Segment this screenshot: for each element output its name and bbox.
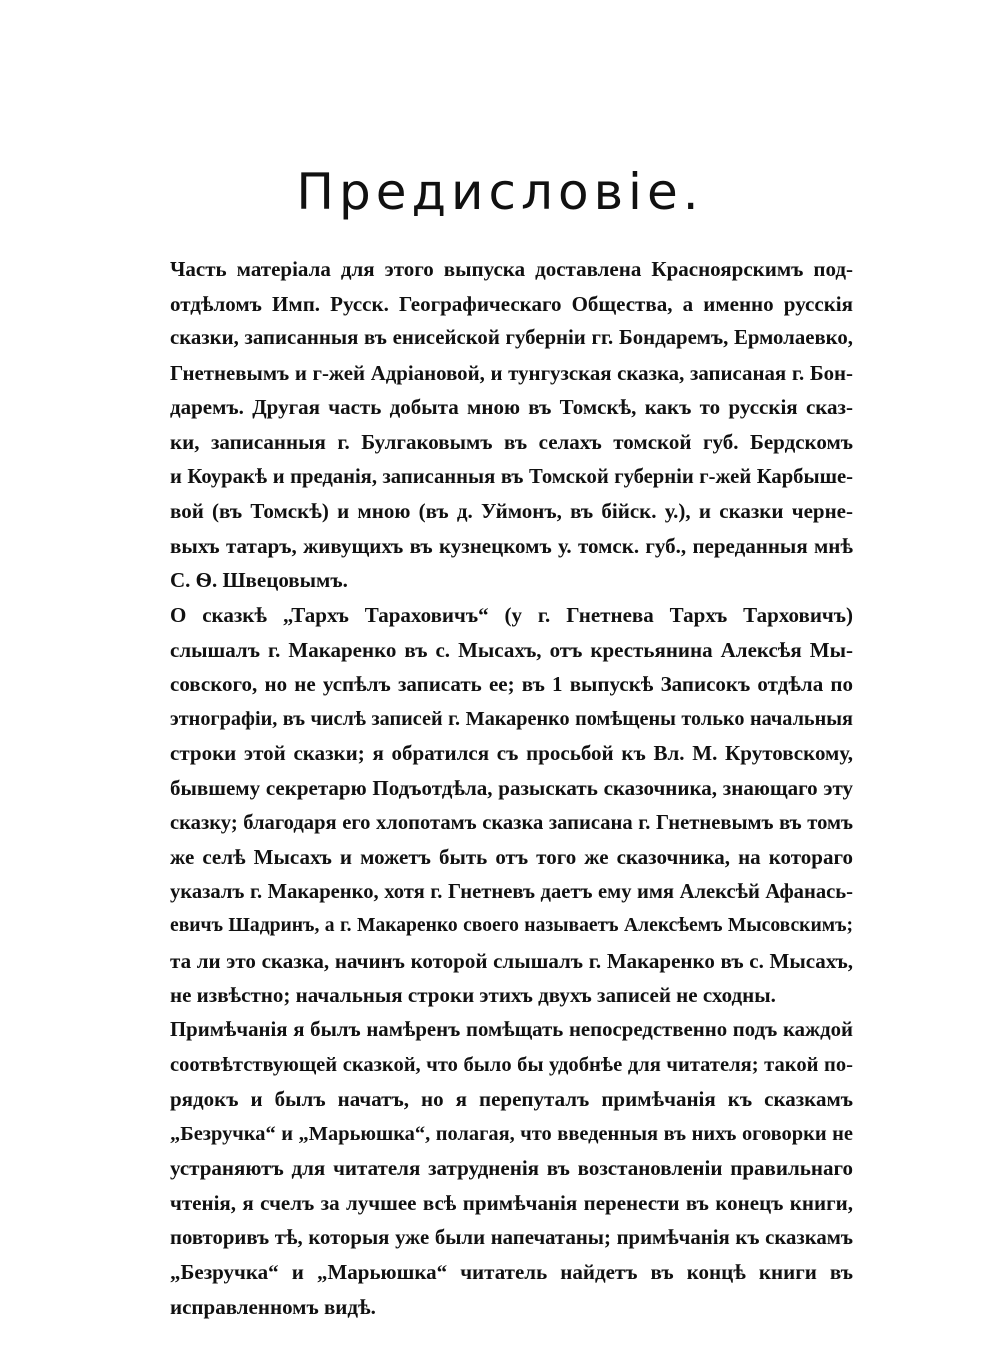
text-line: бывшему секретарю Подъотдѣла, разыскать сказочника, знающаго эту (170, 775, 853, 800)
paragraph-2 (170, 598, 853, 1013)
text-line: ки, записанныя г. Булгаковымъ въ селахъ томской губ. Бердскомъ (170, 429, 853, 454)
text-line: Гнетневымъ и г-жей Адріановой, и тунгузская сказка, записаная г. Бон- (170, 360, 853, 385)
text-line: рядокъ и былъ начатъ, но я перепуталъ примѣчанія къ сказкамъ (170, 1087, 853, 1112)
text-line: „Безручка“ и „Марьюшка“, полагая, что введенныя въ нихъ оговорки не (170, 1122, 853, 1145)
text-line: сказку; благодаря его хлопотамъ сказка записана г. Гнетневымъ въ томъ (170, 811, 853, 834)
paragraph-1 (170, 252, 853, 598)
text-line: вой (въ Томскѣ) и мною (въ д. Уймонъ, въ бійск. у.), и сказки черне- (170, 499, 853, 524)
text-line: Примѣчанія я былъ намѣренъ помѣщать непосредственно подъ каждой (170, 1018, 853, 1042)
text-line: сказки, записанныя въ енисейской губерніи гг. Бондаремъ, Ермолаевко, (170, 326, 853, 350)
text-line: соотвѣтствующей сказкой, что было бы удобнѣе для читателя; такой по- (170, 1053, 853, 1076)
text-line: евичъ Шадринъ, а г. Макаренко своего называетъ Алексѣемъ Мысовскимъ; (170, 915, 853, 937)
text-line: чтенія, я счелъ за лучшее всѣ примѣчанія перенести въ конецъ книги, (170, 1191, 853, 1216)
text-line: устраняютъ для читателя затрудненія въ возстановленіи правильнаго (170, 1156, 853, 1181)
text-line: „Безручка“ и „Марьюшка“ читатель найдетъ въ концѣ книги въ (170, 1260, 853, 1285)
text-line: даремъ. Другая часть добыта мною въ Томскѣ, какъ то русскія сказ- (170, 395, 853, 420)
text-line: та ли это сказка, начинъ которой слышалъ г. Макаренко въ с. Мысахъ, (170, 948, 853, 973)
text-line: же селѣ Мысахъ и можетъ быть отъ того же сказочника, на котораго (170, 845, 853, 870)
text-line: и Коуракѣ и преданія, записанныя въ Томской губерніи г-жей Карбыше- (170, 465, 853, 488)
preface-body (170, 252, 853, 1324)
text-line: повторивъ тѣ, которыя уже были напечатаны; примѣчанія къ сказкамъ (170, 1225, 853, 1249)
text-line: О сказкѣ „Тархъ Тараховичъ“ (у г. Гнетнева Тархъ Тарховичъ) (170, 602, 853, 627)
text-line: исправленномъ видѣ. (170, 1294, 376, 1319)
text-line: строки этой сказки; я обратился съ просьбой къ Вл. М. Крутовскому, (170, 741, 853, 766)
text-line: слышалъ г. Макаренко въ с. Мысахъ, отъ крестьянина Алексѣя Мы- (170, 637, 853, 662)
text-line: этнографіи, въ числѣ записей г. Макаренко помѣщены только начальныя (170, 707, 853, 730)
paragraph-3 (170, 1013, 853, 1324)
text-line: Часть матеріала для этого выпуска доставлена Красноярскимъ под- (170, 257, 853, 281)
text-line: совского, но не успѣлъ записать ее; въ 1 выпускѣ Записокъ отдѣла по (170, 672, 853, 697)
text-line: указалъ г. Макаренко, хотя г. Гнетневъ даетъ ему имя Алексѣй Афанась- (170, 880, 853, 903)
text-line: С. Ѳ. Швецовымъ. (170, 568, 348, 593)
text-line: выхъ татаръ, живущихъ въ кузнецкомъ у. томск. губ., переданныя мнѣ (170, 533, 853, 558)
text-line: не извѣстно; начальныя строки этихъ двухъ записей не сходны. (170, 983, 776, 1008)
page-title: Предисловіе. (296, 163, 704, 221)
text-line: отдѣломъ Имп. Русск. Географическаго Общества, а именно русскія (170, 291, 853, 316)
